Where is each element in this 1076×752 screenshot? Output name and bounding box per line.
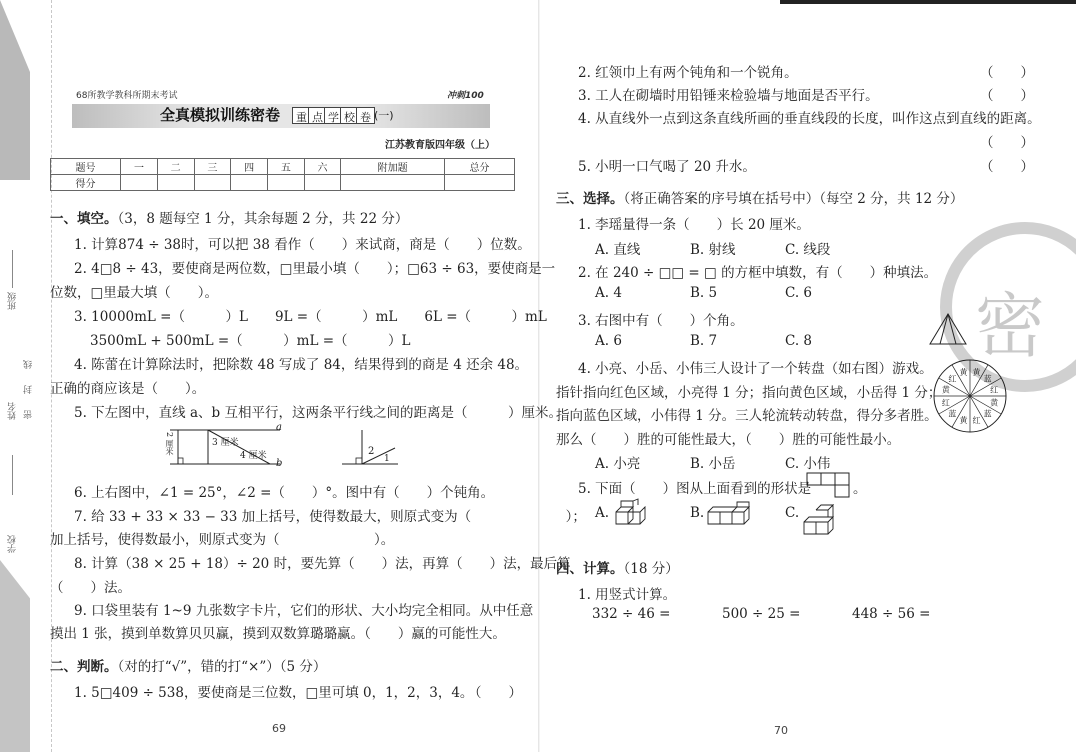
fill-q7-line2: 加上括号，使得数最小，则原式变为（ ）。 [50,532,395,548]
fill-q8-line2: （ ）法。 [50,580,131,596]
wheel-segment-label: 黄 [959,367,968,377]
section-1-title: 一、填空。 [50,211,118,227]
score-table-row [51,175,515,191]
choice-q4-b: B. 小岳 [690,456,736,472]
edition: 江苏教育版四年级（上） [385,140,495,151]
cube-figure-a [612,498,652,534]
wheel-segment-label: 红 [990,385,999,395]
sidebar-label-feng: 封 [24,385,34,394]
section-4-title: 四、计算。 [556,561,624,577]
judge-q5: 5. 小明一口气喝了 20 升水。 [578,159,756,175]
fill-q9-line1: 9. 口袋里装有 1~9 九张数字卡片，它们的形状、大小均完全相同。从中任意 [74,603,534,619]
fill-q5: 5. 下左图中，直线 a、b 互相平行，这两条平行线之间的距离是（ ）厘米。 [74,405,562,421]
section-2-heading [50,655,326,675]
sidebar-label-class: 班级 [8,292,18,310]
score-table-row [51,159,515,175]
line-a-label: a [276,422,282,433]
series-line: 68所教学教科所期末考试 [76,91,178,101]
choice-q4-line1: 4. 小亮、小岳、小伟三人设计了一个转盘（如右图）游戏。 [578,361,933,377]
choice-q3-c: C. 8 [785,333,813,349]
wheel-segment-label: 蓝 [983,374,992,384]
section-1-heading [50,207,408,227]
table-cell [341,175,444,191]
table-cell [304,175,341,191]
badge-4: 校 [340,107,359,124]
badge-6: (一) [374,109,394,122]
sidebar-blank-line [12,250,13,288]
angle-2-label: 2 [368,446,375,457]
fill-q3-line2: 3500mL + 500mL =（ ）mL =（ ）L [90,333,411,349]
wheel-segment-label: 黄 [941,385,950,395]
wheel-segment-label: 黄 [959,416,968,426]
binding-sidebar [0,0,52,752]
fill-q1: 1. 计算874 ÷ 38时，可以把 38 看作（ ）来试商，商是（ ）位数。 [74,237,531,253]
choice-q4-a: A. 小亮 [595,456,641,472]
table-cell: 题号 [51,159,121,175]
choice-q5-b: B. [690,505,705,521]
score-table [50,158,515,191]
label-4cm: 4 厘米 [240,451,267,461]
sidebar-label-xian: 线 [24,360,34,369]
choice-q1-b: B. 射线 [690,242,736,258]
choice-q2-c: C. 6 [785,285,813,301]
wheel-segment-label: 黄 [990,398,999,408]
triangle-figure [928,312,968,346]
calc-2: 500 ÷ 25 = [722,606,801,622]
badge-5: 卷 [356,107,375,124]
badge-2: 点 [308,107,327,124]
table-cell [194,175,231,191]
choice-q5-c: C. [785,505,800,521]
section-3-title: 三、选择。 [556,191,624,207]
fill-q8-line1: 8. 计算（38 × 25 + 18）÷ 20 时，要先算（ ）法，再算（ ）法，最后算 [74,556,571,572]
section-4-note: （18 分） [623,561,679,577]
table-cell [231,175,268,191]
choice-q2: 2. 在 240 ÷ □□ = □ 的方框中填数，有（ ）种填法。 [578,265,938,281]
wheel-segment-label: 红 [941,398,950,408]
judge-q1: 1. 5□409 ÷ 538，要使商是三位数，□里可填 0，1，2，3，4。 [74,685,474,701]
section-2-title: 二、判断。 [50,659,118,675]
table-cell: 总分 [444,159,514,175]
angle-1-label: 1 [384,454,390,464]
fill-q4-line2: 正确的商应该是（ ）。 [50,381,206,397]
table-cell: 六 [304,159,341,175]
wheel-segment-label: 黄 [972,367,981,377]
section-2-note: （对的打“√”，错的打“×”）（5 分） [117,659,327,675]
choice-q1-a: A. 直线 [595,242,641,258]
sidebar-shade-bottom [0,560,30,752]
page-fold [538,0,540,752]
choice-q3-a: A. 6 [595,333,622,349]
wheel-segment-label: 红 [948,374,957,384]
table-cell: 附加题 [341,159,444,175]
calc-3: 448 ÷ 56 = [852,606,931,622]
choice-q5: 5. 下面（ ）图从上面看到的形状是 [578,481,812,497]
sidebar-label-school: 学校 [8,535,18,553]
fill-q6: 6. 上右图中，∠1 = 25°，∠2 =（ ）°。图中有（ ）个钝角。 [74,485,495,501]
fill-q2-line1: 2. 4□8 ÷ 43，要使商是两位数，□里最小填（ ）；□63 ÷ 63，要使商是一 [74,261,556,277]
cube-figure-c [800,498,840,538]
wheel-segment-label: 蓝 [948,409,957,419]
table-cell [444,175,514,191]
section-3-note: （将正确答案的序号填在括号中）（每空 2 分，共 12 分） [623,191,964,207]
table-cell: 三 [194,159,231,175]
badge-1: 重 [292,107,311,124]
sidebar-label-name: 姓名 [8,402,18,420]
fill-q4-line1: 4. 陈蕾在计算除法时，把除数 48 写成了 84，结果得到的商是 4 还余 48。 [74,357,529,373]
section-1-note: （3，8 题每空 1 分，其余每题 2 分，共 22 分） [117,211,409,227]
title-banner [72,104,490,128]
fill-q9-line2: 摸出 1 张，摸到单数算贝贝赢，摸到双数算璐璐赢。（ ）赢的可能性大。 [50,626,506,642]
table-cell [267,175,304,191]
badge-3: 学 [324,107,343,124]
cube-figure-b [706,500,758,530]
top-edge-bar [780,0,1076,4]
table-cell: 四 [231,159,268,175]
choice-q4-line4: 那么（ ）胜的可能性最大，（ ）胜的可能性最小。 [556,432,901,448]
choice-q4-c: C. 小伟 [785,456,831,472]
table-cell [157,175,194,191]
table-cell: 得分 [51,175,121,191]
choice-q3: 3. 右图中有（ ）个角。 [578,313,744,329]
table-cell: 二 [157,159,194,175]
line-b-label: b [276,458,283,469]
fill-q3-line1: 3. 10000mL =（ ）L 9L =（ ）mL 6L =（ ）mL [74,309,547,325]
choice-q3-b: B. 7 [690,333,718,349]
label-2cm: 2 厘米 [165,432,174,456]
page-number-right: 70 [774,724,788,737]
judge-q2: 2. 红领巾上有两个钝角和一个锐角。 [578,65,798,81]
section-3-heading [556,187,963,207]
page-number-left: 69 [272,722,286,735]
judge-q3-paren: （ ） [980,88,1034,104]
calc-intro: 1. 用竖式计算。 [578,587,677,603]
table-cell [121,175,158,191]
choice-q5-a: A. [595,505,610,521]
choice-q1-c: C. 线段 [785,242,831,258]
spinner-wheel-figure [932,358,1008,434]
fill-q7-line1: 7. 给 33 + 33 × 33 − 33 加上括号，使得数最大，则原式变为（ ）； [74,509,586,525]
table-cell: 五 [267,159,304,175]
choice-q2-b: B. 5 [690,285,718,301]
sidebar-shade-top [0,0,30,180]
sidebar-label-mi: 密 [24,410,34,419]
page-title: 全真模拟训练密卷 [160,106,281,124]
fill-q2-line2: 位数，□里最大填（ ）。 [50,285,219,301]
judge-q2-paren: （ ） [980,65,1034,81]
wheel-segment-label: 红 [972,416,981,426]
judge-q3: 3. 工人在砌墙时用铅锤来检验墙与地面是否平行。 [578,88,879,104]
sprint-tag: 冲刺100 [447,91,484,101]
stamp-char: 密 [975,285,1045,367]
calc-1: 332 ÷ 46 = [592,606,671,622]
choice-q2-a: A. 4 [595,285,622,301]
judge-q5-paren: （ ） [980,159,1034,175]
judge-q4: 4. 从直线外一点到这条直线所画的垂直线段的长度，叫作这点到直线的距离。 [578,111,1041,127]
wheel-segment-label: 蓝 [983,409,992,419]
section-4-heading [556,557,679,577]
sidebar-blank-line [12,455,13,495]
period: 。 [853,481,867,497]
choice-q1: 1. 李瑶量得一条（ ）长 20 厘米。 [578,217,810,233]
label-3cm: 3 厘米 [212,438,239,448]
table-cell: 一 [121,159,158,175]
choice-q4-line2: 指针指向红色区域，小亮得 1 分；指向黄色区域，小岳得 1 分； [556,385,942,401]
judge-q1-paren: （ ） [468,685,522,701]
choice-q4-line3: 指向蓝色区域，小伟得 1 分。三人轮流转动转盘，得分多者胜。 [556,408,938,424]
judge-q4-paren: （ ） [980,135,1034,151]
